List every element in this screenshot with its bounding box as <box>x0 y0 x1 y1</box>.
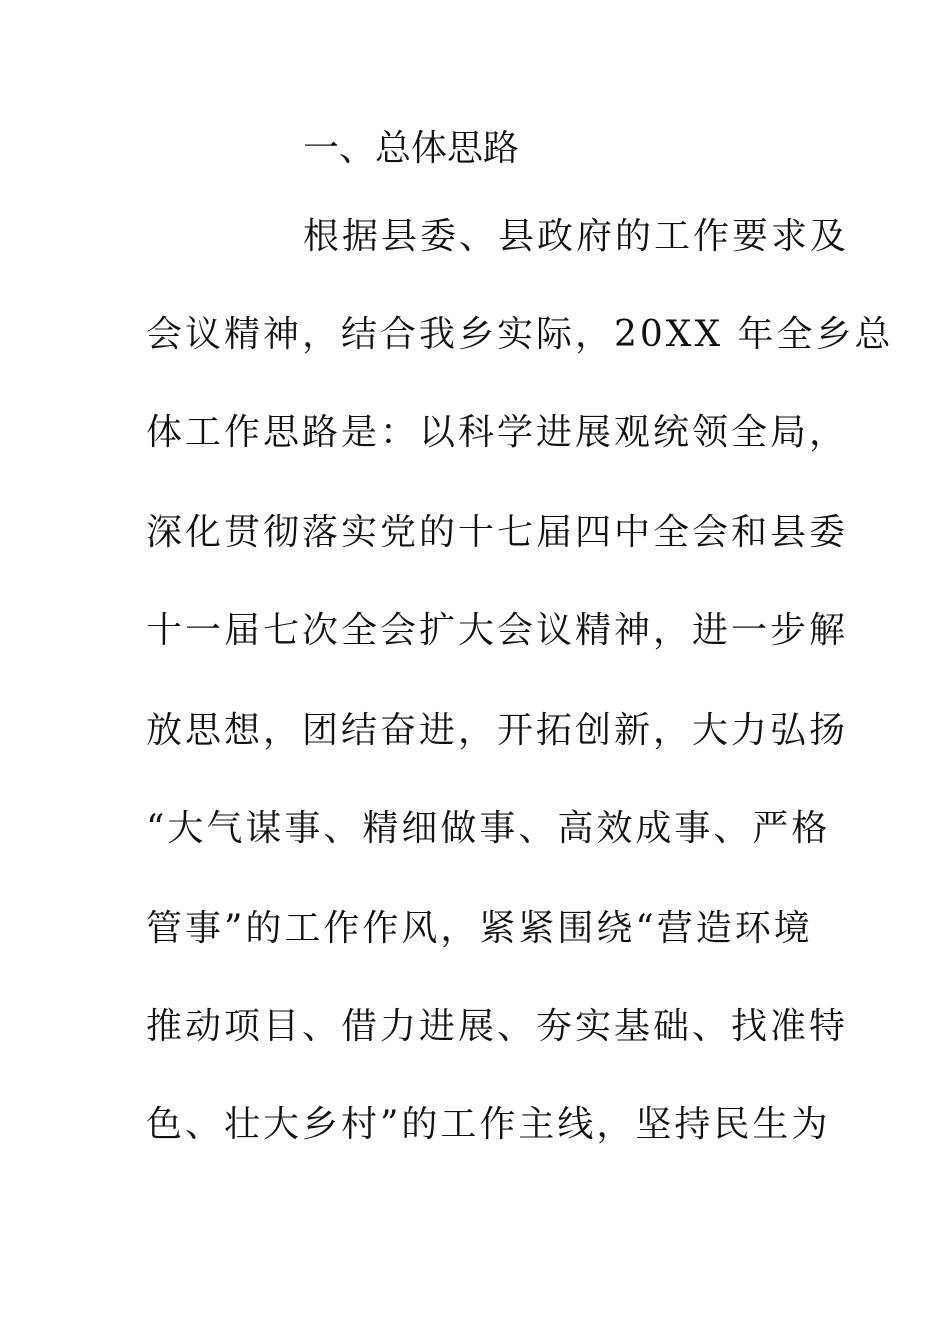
paragraph-line: “大气谋事、精细做事、高效成事、严格 <box>146 808 831 849</box>
paragraph-line: 深化贯彻落实党的十七届四中全会和县委 <box>146 512 849 553</box>
paragraph-line: 色、壮大乡村”的工作主线，坚持民生为 <box>146 1104 831 1145</box>
paragraph-line: 推动项目、借力进展、夯实基础、找准特 <box>146 1006 849 1047</box>
paragraph-line: 十一届七次全会扩大会议精神，进一步解 <box>146 610 849 651</box>
paragraph-line: 体工作思路是：以科学进展观统领全局， <box>146 412 849 453</box>
paragraph-line: 根据县委、县政府的工作要求及 <box>303 216 850 257</box>
section-heading: 一、总体思路 <box>303 128 520 169</box>
paragraph-line: 会议精神，结合我乡实际，20XX 年全乡总 <box>146 314 894 355</box>
paragraph-line: 放思想，团结奋进，开拓创新，大力弘扬 <box>146 710 849 751</box>
paragraph-line: 管事”的工作作风，紧紧围绕“营造环境 <box>146 908 813 949</box>
